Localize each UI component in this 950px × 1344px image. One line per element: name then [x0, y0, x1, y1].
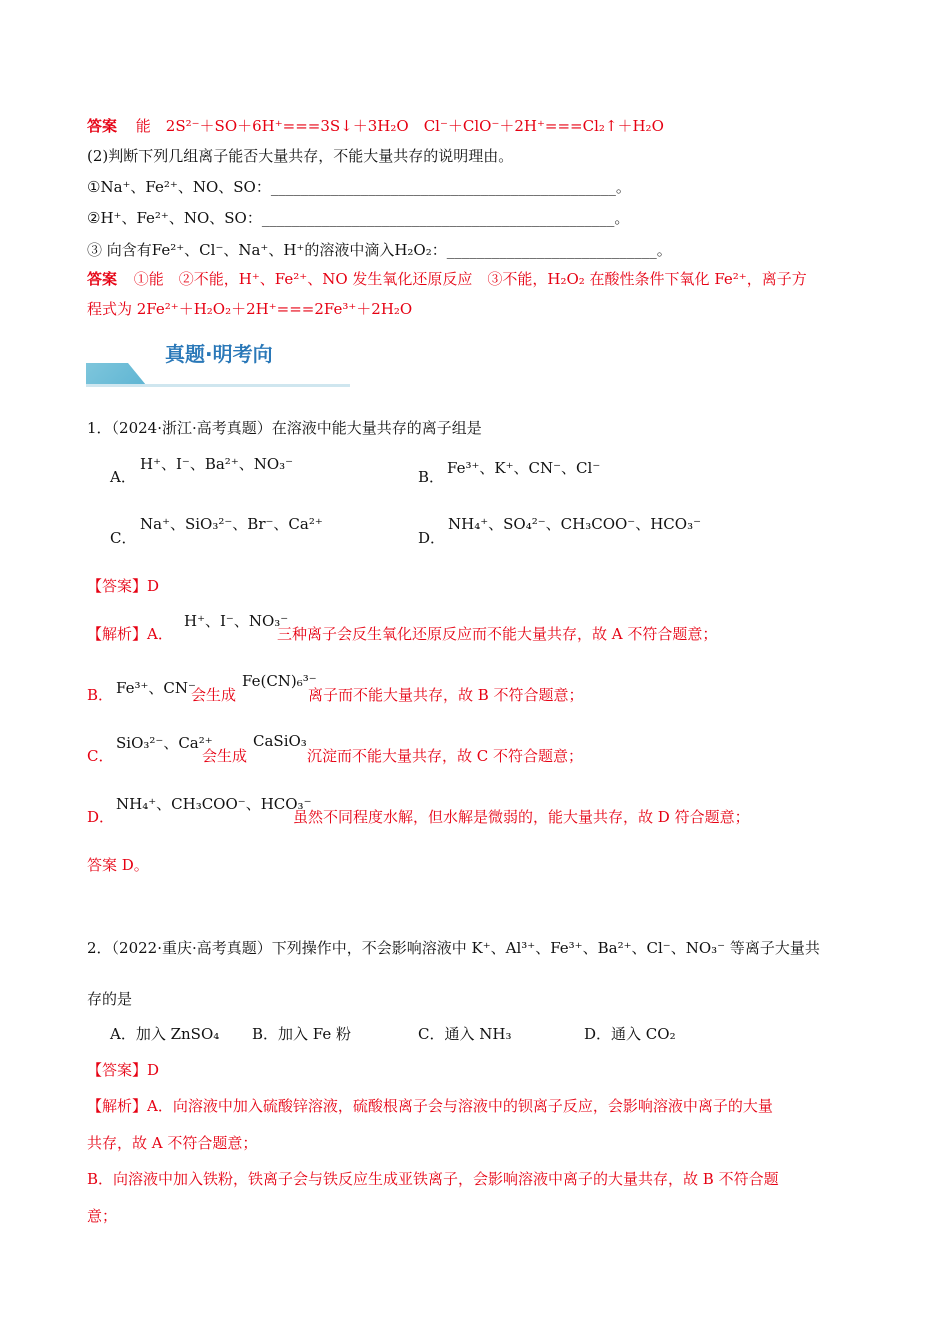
answer1-text: 能 2S²⁻＋SO＋6H⁺===3S↓＋3H₂O Cl⁻＋ClO⁻＋2H⁺===Cl₂↑＋H₂O	[135, 117, 664, 135]
q2-option-b: B．加入 Fe 粉	[252, 1025, 352, 1043]
q1-exp-c-letter: C．	[87, 747, 114, 765]
q2-exp-line3: B．向溶液中加入铁粉，铁离子会与铁反应生成亚铁离子，会影响溶液中离子的大量共存，故 B 不符合题	[87, 1170, 779, 1188]
q1-exp-d-text: 虽然不同程度水解，但水解是微弱的，能大量共存，故 D 符合题意；	[293, 808, 750, 826]
section-header-band	[86, 363, 146, 385]
q1-exp-b-mid: 会生成	[191, 686, 237, 704]
q2-exp-line4: 意；	[87, 1207, 118, 1225]
q1-exp-b-formula1: Fe³⁺、CN⁻	[116, 679, 196, 697]
q1-option-b-formula: Fe³⁺、K⁺、CN⁻、Cl⁻	[447, 459, 601, 477]
q1-exp-b-text: 离子而不能大量共存，故 B 不符合题意；	[308, 686, 584, 704]
q2-option-d: D．通入 CO₂	[584, 1025, 676, 1043]
q2-option-c: C．通入 NH₃	[418, 1025, 512, 1043]
q2-stem-line2: 存的是	[87, 990, 133, 1008]
q2-exp-line2: 共存，故 A 不符合题意；	[87, 1134, 258, 1152]
q1-exp-c-formula1: SiO₃²⁻、Ca²⁺	[116, 734, 213, 752]
q2-item-2: ②H⁺、Fe²⁺、NO、SO：_______________________________________________。	[87, 209, 630, 227]
answer2-text: ①能 ②不能，H⁺、Fe²⁺、NO 发生氧化还原反应 ③不能，H₂O₂ 在酸性条件下氧化 Fe²⁺，离子方	[133, 270, 807, 288]
q1-exp-c-mid: 会生成	[202, 747, 248, 765]
answer2-label: 答案	[87, 270, 118, 288]
q1-option-d-formula: NH₄⁺、SO₄²⁻、CH₃COO⁻、HCO₃⁻	[448, 515, 702, 533]
q1-option-a-letter: A．	[110, 468, 136, 486]
q1-exp-d-formula: NH₄⁺、CH₃COO⁻、HCO₃⁻	[116, 795, 312, 813]
answer1-label: 答案	[87, 117, 118, 135]
q1-exp-a-text: 三种离子会反生氧化还原反应而不能大量共存，故 A 不符合题意；	[277, 625, 718, 643]
q1-final-answer: 答案 D。	[87, 856, 149, 874]
q1-exp-label: 【解析】A．	[87, 625, 173, 643]
q1-option-c-formula: Na⁺、SiO₃²⁻、Br⁻、Ca²⁺	[140, 515, 323, 533]
answer2-line1	[87, 269, 807, 289]
q1-exp-c-text: 沉淀而不能大量共存，故 C 不符合题意；	[307, 747, 584, 765]
q2-stem-line1: 2．（2022·重庆·高考真题）下列操作中，不会影响溶液中 K⁺、Al³⁺、Fe³⁺、Ba²⁺、Cl⁻、NO₃⁻ 等离子大量共	[87, 939, 820, 957]
q1-option-a-formula: H⁺、I⁻、Ba²⁺、NO₃⁻	[140, 455, 294, 473]
section-header-underline	[86, 384, 350, 387]
q1-option-b-letter: B．	[418, 468, 445, 486]
q2-exp-line1: 【解析】A．向溶液中加入硫酸锌溶液，硫酸根离子会与溶液中的钡离子反应，会影响溶液中离子的大量	[87, 1097, 773, 1115]
q1-answer: 【答案】D	[87, 577, 160, 595]
q1-exp-d-letter: D．	[87, 808, 115, 826]
q1-stem: 1．（2024·浙江·高考真题）在溶液中能大量共存的离子组是	[87, 419, 482, 437]
q1-exp-c-formula2: CaSiO₃	[253, 732, 307, 750]
q1-exp-b-formula2: Fe(CN)₆³⁻	[242, 672, 317, 690]
q1-option-c-letter: C．	[110, 529, 137, 547]
q1-exp-b-letter: B．	[87, 686, 114, 704]
q2-item-3: ③ 向含有Fe²⁺、Cl⁻、Na⁺、H⁺的溶液中滴入H₂O₂：____________________________。	[87, 241, 672, 259]
q1-exp-a-formula: H⁺、I⁻、NO₃⁻	[184, 612, 289, 630]
q2-prompt: (2)判断下列几组离子能否大量共存，不能大量共存的说明理由。	[87, 147, 514, 165]
answer1-line	[87, 116, 664, 136]
q2-item-1: ①Na⁺、Fe²⁺、NO、SO：______________________________________________。	[87, 178, 631, 196]
q1-option-d-letter: D．	[418, 529, 446, 547]
q2-option-a: A．加入 ZnSO₄	[110, 1025, 220, 1043]
section-title: 真题·明考向	[165, 342, 273, 366]
answer2-line2: 程式为 2Fe²⁺＋H₂O₂＋2H⁺===2Fe³⁺＋2H₂O	[87, 300, 413, 318]
q2-answer: 【答案】D	[87, 1061, 160, 1079]
